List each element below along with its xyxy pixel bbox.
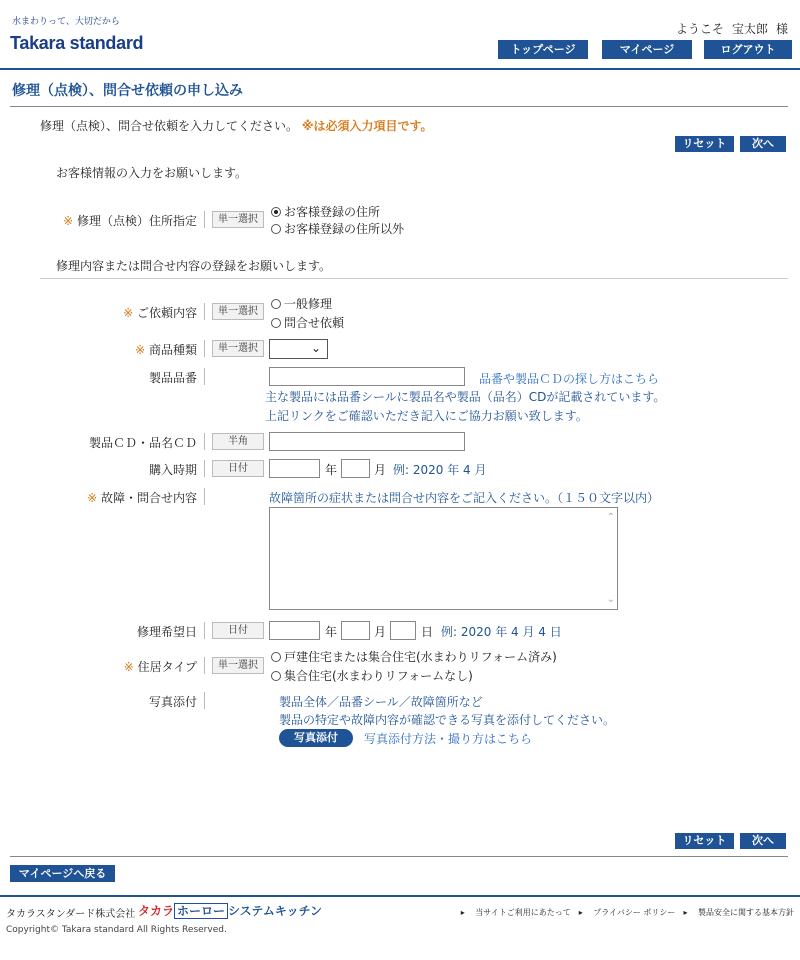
product-type-label: [60, 341, 197, 358]
single-select-tag: 単一選択: [212, 340, 264, 357]
brand-tagline: 水まわりって、大切だから: [12, 17, 120, 27]
photo-note-2: 製品の特定や故障内容が確認できる写真を添付してください。: [279, 713, 616, 727]
required-mark: ※: [123, 660, 134, 674]
request-label: [60, 304, 197, 321]
footer-link-label: 製品安全に関する基本方針: [698, 908, 794, 917]
product-type-label-text: 商品種類: [148, 343, 197, 357]
single-select-tag: 単一選択: [212, 657, 264, 674]
date-tag: 日付: [212, 460, 264, 477]
radio-icon: [271, 671, 281, 681]
attach-photo-button[interactable]: 写真添付: [279, 729, 353, 747]
top-page-button[interactable]: トップページ: [498, 40, 588, 59]
radio-icon: [271, 318, 281, 328]
footer-link-privacy[interactable]: ▸ プライバシー ポリシー: [578, 908, 676, 917]
purchase-year-input[interactable]: [269, 459, 320, 478]
section-divider: [40, 278, 788, 279]
title-divider: [10, 106, 788, 107]
option-label: 一般修理: [284, 297, 333, 311]
back-to-mypage-button[interactable]: マイページへ戻る: [10, 865, 115, 882]
required-mark: ※: [135, 343, 146, 357]
footer-brand-logo: [138, 902, 322, 919]
photo-note-1: 製品全体／品番シール／故障箇所など: [279, 695, 483, 709]
next-button-bottom[interactable]: 次へ: [740, 833, 786, 849]
fault-label: [40, 489, 197, 506]
welcome-message: [668, 20, 788, 37]
option-label: 問合せ依頼: [284, 316, 345, 330]
separator: [204, 303, 205, 320]
bottom-divider: [10, 856, 788, 857]
purchase-date-label: 購入時期: [148, 463, 197, 477]
takara-logo[interactable]: Takara standard: [10, 33, 144, 53]
intro-text: [40, 117, 433, 134]
footer-link-label: 当サイトご利用にあたって: [475, 908, 571, 917]
repair-date-label: 修理希望日: [136, 625, 197, 639]
product-number-note-1: 主な製品には品番シールに製品名や製品（品名）CDが記載されています。: [265, 390, 666, 404]
reset-button-bottom[interactable]: リセット: [675, 833, 734, 849]
reset-button-top[interactable]: リセット: [675, 136, 734, 152]
separator: [204, 368, 205, 385]
intro-instruction: 修理（点検）、問合せ依頼を入力してください。: [40, 119, 299, 133]
logout-button[interactable]: ログアウト: [704, 40, 792, 59]
product-cd-label: 製品ＣＤ・品名ＣＤ: [88, 436, 197, 450]
day-unit: 日: [421, 625, 434, 639]
required-mark: ※: [63, 214, 74, 228]
footer-links: [453, 907, 794, 918]
fault-textarea[interactable]: [269, 507, 618, 610]
separator: [204, 211, 205, 228]
repair-content-heading: 修理内容または問合せ内容の登録をお願いします。: [56, 259, 332, 273]
single-select-tag: 単一選択: [212, 303, 264, 320]
housing-label-text: 住居タイプ: [137, 660, 197, 674]
half-width-tag: 半角: [212, 433, 264, 450]
photo-help-link[interactable]: 写真添付方法・撮り方はこちら: [364, 732, 533, 746]
address-label: [40, 212, 197, 229]
footer-link-label: プライバシー ポリシー: [593, 908, 676, 917]
separator: [204, 657, 205, 674]
request-label-text: ご依頼内容: [136, 306, 197, 320]
year-unit: 年: [325, 625, 338, 639]
product-cd-input[interactable]: [269, 432, 465, 451]
year-unit: 年: [325, 463, 338, 477]
product-number-help-link[interactable]: 品番や製品ＣＤの探し方はこちら: [479, 372, 660, 386]
brand-system-kitchen: システムキッチン: [228, 904, 322, 918]
repair-year-input[interactable]: [269, 621, 320, 640]
purchase-date-example: 例: 2020 年 4 月: [393, 463, 487, 477]
month-unit: 月: [374, 463, 387, 477]
product-type-select[interactable]: [269, 339, 328, 359]
request-option-inquiry[interactable]: [271, 314, 344, 331]
brand-takara: タカラ: [138, 904, 175, 918]
housing-option-not-reformed[interactable]: [271, 667, 473, 684]
separator: [204, 433, 205, 450]
next-button-top[interactable]: 次へ: [740, 136, 786, 152]
month-unit: 月: [374, 625, 387, 639]
separator: [204, 488, 205, 505]
option-label: 集合住宅(水まわりリフォームなし): [284, 669, 473, 683]
request-option-repair[interactable]: [271, 295, 332, 312]
scroll-up-icon[interactable]: ⌃: [606, 512, 615, 523]
product-number-label: 製品品番: [148, 371, 197, 385]
welcome-text: ようこそ: [675, 22, 724, 36]
purchase-month-input[interactable]: [341, 459, 370, 478]
address-option-registered[interactable]: [271, 203, 380, 220]
fault-hint: 故障箇所の症状または問合せ内容をご記入ください。（１５０文字以内）: [269, 491, 660, 505]
product-number-note-2: 上記リンクをご確認いただき記入にご協力お願い致します。: [265, 409, 588, 423]
address-option-other[interactable]: [271, 220, 404, 237]
radio-icon: [271, 224, 281, 234]
footer-company: タカラスタンダード株式会社: [6, 909, 136, 920]
required-mark: ※: [123, 306, 134, 320]
repair-month-input[interactable]: [341, 621, 370, 640]
repair-date-example: 例: 2020 年 4 月 4 日: [441, 625, 562, 639]
chevron-down-icon: ⌄: [310, 341, 321, 355]
product-number-input[interactable]: [269, 367, 465, 386]
housing-option-reformed[interactable]: [271, 648, 557, 665]
footer-link-safety[interactable]: ▸ 製品安全に関する基本方針: [683, 908, 794, 917]
page-title: 修理（点検）、問合せ依頼の申し込み: [12, 83, 243, 99]
my-page-button[interactable]: マイページ: [602, 40, 692, 59]
option-label: 戸建住宅または集合住宅(水まわりリフォーム済み): [284, 650, 557, 664]
radio-icon: [271, 652, 281, 662]
separator: [204, 692, 205, 709]
required-note: ※は必須入力項目です。: [301, 119, 433, 133]
fault-label-text: 故障・問合せ内容: [100, 491, 197, 505]
separator: [204, 340, 205, 357]
photo-label: 写真添付: [148, 695, 197, 709]
footer-link-terms[interactable]: ▸ 当サイトご利用にあたって: [460, 908, 571, 917]
header-divider: [0, 68, 800, 70]
separator: [204, 622, 205, 639]
copyright: Copyright© Takara standard All Rights Reserved.: [6, 925, 227, 935]
scroll-down-icon[interactable]: ⌄: [606, 594, 615, 605]
user-name: 宝太郎: [731, 22, 768, 36]
customer-info-heading: お客様情報の入力をお願いします。: [56, 166, 248, 180]
footer-divider: [0, 895, 800, 897]
option-label: お客様登録の住所以外: [284, 222, 405, 236]
required-mark: ※: [87, 491, 98, 505]
date-tag: 日付: [212, 622, 264, 639]
housing-label: [60, 658, 197, 675]
honorific: 様: [775, 22, 788, 36]
address-label-text: 修理（点検）住所指定: [76, 214, 197, 228]
repair-day-input[interactable]: [390, 621, 416, 640]
option-label: お客様登録の住所: [284, 205, 381, 219]
radio-selected-icon: [271, 207, 281, 217]
brand-horo: ホーロー: [174, 903, 228, 919]
single-select-tag: 単一選択: [212, 211, 264, 228]
radio-icon: [271, 299, 281, 309]
separator: [204, 460, 205, 477]
